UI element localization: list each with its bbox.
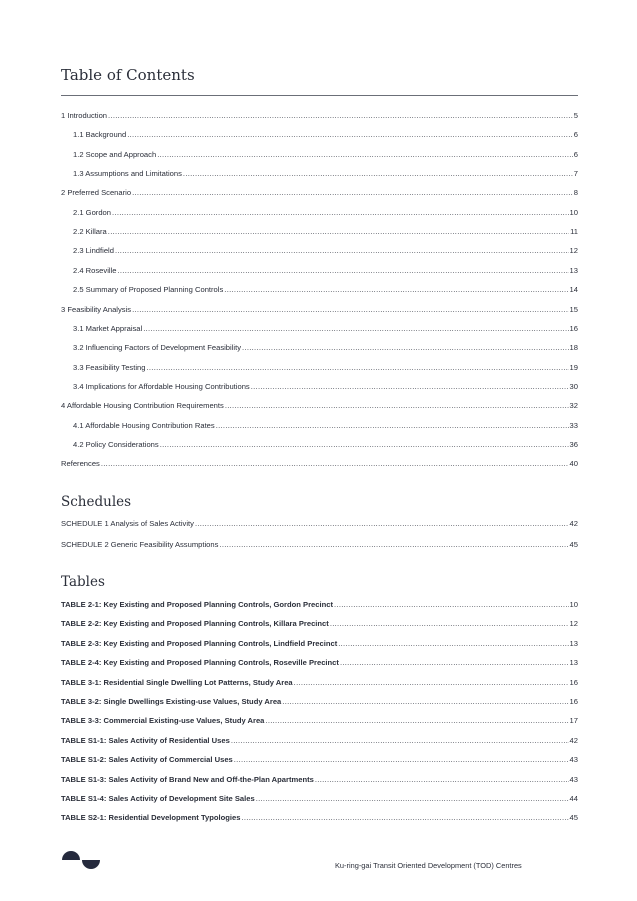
table-entry[interactable] [61,599,578,611]
toc-entry[interactable] [73,362,578,374]
toc-entry-page-number: 36 [569,439,578,449]
dot-leader [160,439,569,451]
table-entry-label: TABLE 2-3: Key Existing and Proposed Planning Controls, Lindfield Precinct [61,638,338,648]
toc-entry[interactable] [73,245,578,257]
schedule-entry-label: SCHEDULE 2 Generic Feasibility Assumptions [61,539,219,549]
table-entry-page-number: 42 [569,735,578,745]
table-entry-page-number: 45 [569,813,578,823]
dot-leader [315,774,569,786]
schedule-entry[interactable] [61,539,578,551]
dot-leader [340,657,569,669]
dot-leader [132,187,573,199]
table-entry-page-number: 12 [569,619,578,629]
toc-entry-page-number: 11 [570,227,578,237]
dot-leader [127,129,573,141]
toc-entry[interactable] [73,265,578,277]
toc-entry-page-number: 33 [569,420,578,430]
toc-entry-label: 2 Preferred Scenario [61,188,132,198]
table-entry[interactable] [61,618,578,630]
table-entry[interactable] [61,657,578,669]
table-entry-label: TABLE S1-3: Sales Activity of Brand New and Off-the-Plan Apartments [61,774,314,784]
dot-leader [265,715,568,727]
dot-leader [234,754,569,766]
toc-entry-label: 3.4 Implications for Affordable Housing Contributions [73,381,250,391]
tables-heading: Tables [61,574,105,590]
dot-leader [101,458,569,470]
toc-entry[interactable] [73,226,578,238]
toc-entry-page-number: 16 [569,323,578,333]
toc-entry[interactable] [61,458,578,470]
toc-entry[interactable] [73,207,578,219]
toc-entry-label: 3.2 Influencing Factors of Development Feasibility [73,343,241,353]
dot-leader [338,638,568,650]
table-entry-label: TABLE 3-1: Residential Single Dwelling Lot Patterns, Study Area [61,677,293,687]
table-entry[interactable] [61,638,578,650]
table-entry[interactable] [61,677,578,689]
table-entry[interactable] [61,735,578,747]
table-entry-page-number: 43 [569,755,578,765]
table-entry-page-number: 43 [569,774,578,784]
dot-leader [256,793,569,805]
toc-entry-label: 2.4 Roseville [73,265,117,275]
toc-entry-label: 4.1 Affordable Housing Contribution Rates [73,420,215,430]
table-entry-page-number: 13 [569,658,578,668]
toc-entry-page-number: 13 [569,265,578,275]
dot-leader [219,539,568,551]
toc-entry-page-number: 32 [569,401,578,411]
toc-entry-label: 1.2 Scope and Approach [73,149,157,159]
schedule-entry-label: SCHEDULE 1 Analysis of Sales Activity [61,519,194,528]
dot-leader [231,735,569,747]
dot-leader [294,677,569,689]
table-entry-label: TABLE S2-1: Residential Development Typologies [61,813,241,823]
toc-entry-page-number: 40 [569,459,578,469]
toc-entry-page-number: 5 [573,111,578,120]
dot-leader [108,226,569,238]
table-entry-page-number: 13 [569,638,578,648]
toc-entry-label: 3.1 Market Appraisal [73,323,143,333]
toc-entry-label: 3 Feasibility Analysis [61,304,132,314]
toc-entry[interactable] [73,381,578,393]
dot-leader [115,245,569,257]
toc-entry-label: 1.1 Background [73,130,127,140]
schedule-entry[interactable] [61,518,578,530]
table-entry[interactable] [61,812,578,824]
schedules-heading: Schedules [61,494,132,510]
toc-entry-label: 1.3 Assumptions and Limitations [73,169,182,179]
toc-entry-page-number: 19 [569,362,578,372]
toc-entry-label: 2.1 Gordon [73,207,111,217]
toc-entry-label: 4.2 Policy Considerations [73,439,159,449]
table-entry-label: TABLE S1-2: Sales Activity of Commercial Uses [61,755,233,765]
toc-entry[interactable] [61,187,578,199]
dot-leader [143,323,568,335]
table-entry[interactable] [61,774,578,786]
toc-entry-page-number: 6 [573,149,578,159]
dot-leader [216,420,569,432]
toc-entry-label: 4 Affordable Housing Contribution Requirements [61,401,224,411]
dot-leader [334,599,569,611]
toc-entry-page-number: 12 [569,246,578,256]
table-entry-page-number: 10 [569,600,578,609]
toc-entry[interactable] [73,129,578,141]
toc-entry-page-number: 8 [573,188,578,198]
dot-leader [132,304,568,316]
toc-entry-label: References [61,459,100,469]
dot-leader [225,400,569,412]
table-entry-label: TABLE 2-2: Key Existing and Proposed Planning Controls, Killara Precinct [61,619,329,629]
toc-entry-label: 1 Introduction [61,111,108,120]
company-logo-icon [60,849,102,871]
toc-entry-page-number: 7 [573,169,578,179]
toc-entry-page-number: 6 [573,130,578,140]
toc-entry[interactable] [73,420,578,432]
table-entry-label: TABLE S1-1: Sales Activity of Residential Uses [61,735,230,745]
dot-leader [195,518,569,530]
toc-entry[interactable] [73,149,578,161]
dot-leader [242,342,569,354]
toc-entry-page-number: 18 [569,343,578,353]
schedule-entry-page-number: 45 [569,539,578,549]
toc-entry[interactable] [61,304,578,316]
toc-entry-page-number: 14 [569,285,578,295]
table-entry-label: TABLE 3-2: Single Dwellings Existing-use Values, Study Area [61,697,282,706]
table-entry-label: TABLE 3-3: Commercial Existing-use Values, Study Area [61,716,265,726]
dot-leader [282,696,568,708]
dot-leader [108,110,573,122]
toc-entry-label: 2.5 Summary of Proposed Planning Controls [73,285,224,295]
dot-leader [241,812,568,824]
table-entry-label: TABLE S1-4: Sales Activity of Development Site Sales [61,794,255,803]
dot-leader [117,265,568,277]
toc-entry-label: 2.2 Killara [73,227,107,237]
table-entry[interactable] [61,715,578,727]
toc-entry[interactable] [61,400,578,412]
table-entry-label: TABLE 2-1: Key Existing and Proposed Planning Controls, Gordon Precinct [61,600,333,609]
dot-leader [330,618,569,630]
table-entry-label: TABLE 2-4: Key Existing and Proposed Planning Controls, Roseville Precinct [61,658,339,668]
table-entry-page-number: 16 [569,697,578,706]
footer-document-title: Ku-ring-gai Transit Oriented Development (TOD) Centres [335,861,522,870]
toc-entry-label: 3.3 Feasibility Testing [73,362,146,372]
dot-leader [157,149,573,161]
table-entry-page-number: 44 [569,794,578,803]
table-entry[interactable] [61,696,578,708]
dot-leader [251,381,569,393]
toc-entry[interactable] [61,110,578,122]
heading-divider [61,95,578,96]
toc-entry[interactable] [73,168,578,180]
dot-leader [112,207,569,219]
toc-entry[interactable] [73,342,578,354]
dot-leader [146,362,568,374]
toc-entry-page-number: 15 [569,304,578,314]
dot-leader [224,284,568,296]
table-entry[interactable] [61,793,578,805]
toc-entry-page-number: 30 [569,381,578,391]
table-entry-page-number: 16 [569,677,578,687]
toc-heading: Table of Contents [61,66,195,84]
table-entry-page-number: 17 [569,716,578,726]
toc-entry[interactable] [73,323,578,335]
dot-leader [183,168,573,180]
toc-entry-page-number: 10 [569,207,578,217]
toc-entry-label: 2.3 Lindfield [73,246,114,256]
schedule-entry-page-number: 42 [569,519,578,528]
toc-entry[interactable] [73,284,578,296]
table-entry[interactable] [61,754,578,766]
toc-entry[interactable] [73,439,578,451]
